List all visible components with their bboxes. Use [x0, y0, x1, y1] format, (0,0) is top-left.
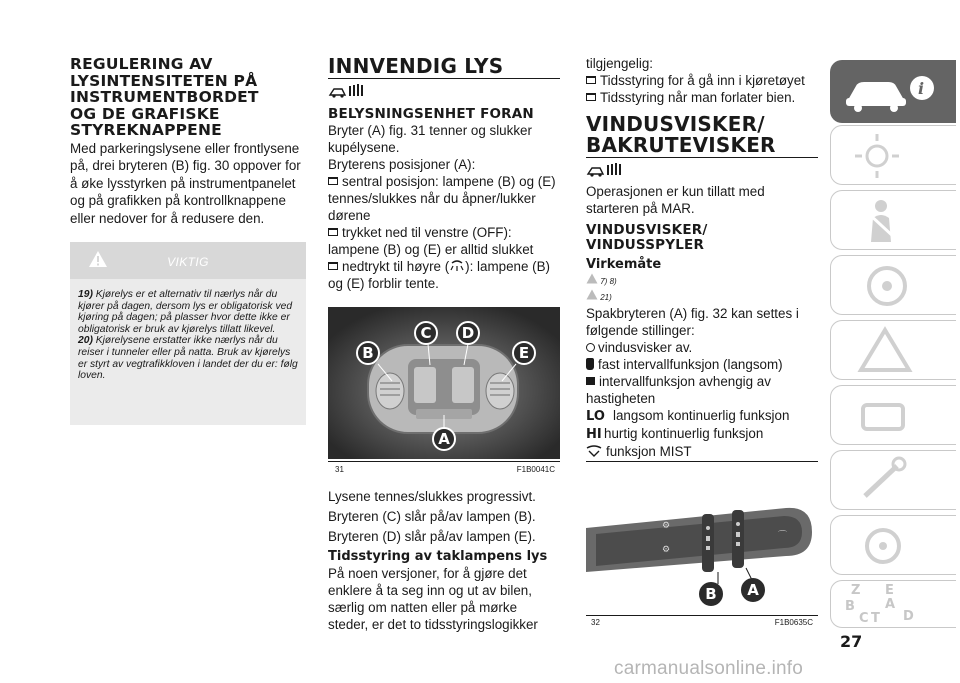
car-info-icon	[842, 70, 942, 114]
paragraph: Operasjonen er kun tillatt med starteren på MAR.	[586, 184, 765, 216]
list-item	[586, 443, 818, 460]
warning-header	[70, 242, 306, 279]
sidebar-tab-safety[interactable]	[830, 190, 956, 250]
warning-number: 20)	[78, 335, 93, 347]
sidebar-tab-maintenance[interactable]	[830, 385, 956, 445]
column-2-lower	[328, 487, 560, 633]
figure-label-c: C	[414, 321, 438, 345]
paragraph: tilgjengelig:	[586, 56, 653, 71]
section-heading-innvendig-lys: INNVENDIG LYS	[328, 56, 560, 79]
sidebar-tab-index[interactable]	[830, 580, 956, 628]
wrench-icon	[853, 391, 913, 441]
figure-divider	[586, 615, 818, 616]
warning-title: VIKTIG	[167, 255, 209, 269]
list-item	[586, 407, 818, 425]
sidebar-tab-driving[interactable]	[830, 255, 956, 315]
figure-label-d: D	[456, 321, 480, 345]
figure-number: 31	[335, 465, 344, 474]
list-item-text: Tidsstyring når man forlater bien.	[600, 90, 796, 105]
sub-heading-tidsstyring: Tidsstyring av taklampens lys	[328, 549, 548, 564]
list-item-text: trykket ned til venstre (OFF): lampene (B) og (E) er alltid slukket	[328, 225, 534, 257]
checkbox-bullet-icon	[586, 76, 596, 84]
list-item	[328, 173, 560, 224]
warning-number: 19)	[78, 289, 93, 300]
figure-label-b: B	[699, 582, 723, 606]
lo-tag: LO	[586, 409, 605, 424]
index-letter: E	[885, 583, 894, 598]
seatbelt-icon	[851, 196, 911, 246]
column-2	[328, 56, 560, 292]
reference-numbers: 21)	[600, 293, 612, 302]
column-1	[70, 56, 306, 227]
svg-text:⚙: ⚙	[662, 545, 671, 555]
figure-32-image	[586, 488, 818, 612]
paragraph-lysintensitet: Med parkeringslysene eller frontlysene på, drei bryteren (B) fig. 30 oppover for å øke lysstyrken på instrumentpanelet og på grafikken på kontrollknappene eller nedover for å redusere den.	[70, 140, 301, 226]
list-item-text: Tidsstyring for å gå inn i kjøretøyet	[600, 73, 805, 88]
watermark-text: carmanualsonline.info	[614, 658, 804, 679]
sidebar-tab-multimedia[interactable]	[830, 515, 956, 575]
reference-numbers: 7) 8)	[600, 277, 617, 286]
steering-wheel-icon	[857, 261, 917, 311]
warning-item-19	[78, 289, 299, 335]
paragraph: Bryter (A) fig. 31 tenner og slukker kupélysene.	[328, 123, 532, 155]
list-item-text: nedtrykt til høyre (	[342, 259, 450, 274]
svg-text:⚙: ⚙	[662, 521, 671, 531]
media-icon	[853, 521, 913, 571]
paragraph: Spakbryteren (A) fig. 32 kan settes i følgende stillinger:	[586, 306, 799, 338]
sidebar-tab-car-info[interactable]	[830, 60, 956, 123]
list-item	[586, 339, 818, 356]
sub-heading-vindusspyler: VINDUSVISKER/ VINDUSSPYLER	[586, 222, 708, 253]
list-item	[586, 356, 818, 373]
door-lamp-icon	[449, 260, 465, 272]
checkbox-bullet-icon	[586, 93, 596, 101]
dashboard-lights-icon	[847, 131, 907, 181]
paragraph: Bryteren (D) slår på/av lampen (E).	[328, 529, 536, 544]
list-item	[328, 224, 560, 258]
figure-code: F1B0635C	[774, 618, 813, 627]
paragraph: På noen versjoner, for å gjøre det enklere å ta seg inn og ut av bilen, særlig om natten eller på mørke steder, er det to tidsstyringslogikker	[328, 566, 538, 632]
figure-divider	[586, 461, 818, 462]
list-item-text: funksjon MIST	[606, 444, 692, 459]
figure-label-a: A	[432, 427, 456, 451]
sub-heading-belysningsenhet: BELYSNINGSENHET FORAN	[328, 106, 534, 122]
list-item	[328, 258, 560, 292]
list-item-text: ): lampene (B) og (E) forblir tente.	[328, 259, 550, 291]
figure-31-caption	[335, 465, 555, 474]
list-item	[586, 373, 818, 407]
warning-triangle-icon	[586, 273, 598, 284]
warning-triangle-icon	[586, 289, 598, 300]
mist-icon	[586, 445, 602, 457]
figure-label-e: E	[512, 341, 536, 365]
checkbox-bullet-icon	[328, 228, 338, 236]
figure-divider	[328, 461, 560, 462]
column-3	[586, 55, 818, 460]
hi-tag: HI	[586, 427, 602, 442]
checkbox-bullet-icon	[328, 262, 338, 270]
reference-row	[586, 289, 818, 305]
checkbox-bullet-icon	[328, 177, 338, 185]
list-item	[586, 425, 818, 443]
warning-text: Kjørelys er et alternativ til nærlys når du kjører på dagen, dersom lys er obligatorisk ved kjøring på dagen; på plasser hvor dette ikke er obligatorisk er bruk av kjørelys tillatt likevel.	[78, 289, 293, 335]
page-number: 27	[840, 632, 863, 651]
list-item-text: langsom kontinuerlig funksjon	[613, 408, 790, 423]
figure-label-a: A	[741, 578, 765, 602]
index-letter: A	[885, 597, 896, 612]
figure-32-caption	[591, 618, 813, 627]
list-item-text: vindusvisker av.	[598, 340, 693, 355]
warning-road-icon	[855, 326, 915, 376]
list-item-text: fast intervallfunksjon (langsom)	[598, 357, 783, 372]
warning-text: Kjørelysene erstatter ikke nærlys når du reiser i tunneler eller på natta. Bruk av kjørelys er styrt av vegtrafikkloven i landet der du er: følg loven.	[78, 335, 298, 382]
list-item-text: hurtig kontinuerlig funksjon	[604, 426, 764, 441]
section-heading-vindusvisker: VINDUSVISKER/ BAKRUTEVISKER	[586, 114, 818, 158]
list-item	[586, 89, 818, 106]
index-letters-icon	[845, 583, 925, 627]
figure-code: F1B0041C	[516, 465, 555, 474]
figure-31-image	[328, 307, 560, 459]
paragraph: Bryterens posisjoner (A):	[328, 157, 476, 172]
car-variant-icon	[328, 83, 368, 99]
off-position-icon	[586, 343, 595, 352]
index-letter: T	[871, 611, 880, 626]
list-item	[586, 72, 818, 89]
reference-row	[586, 273, 818, 289]
index-letter: D	[903, 609, 914, 624]
index-letter: C	[859, 611, 869, 626]
svg-text:i: i	[918, 79, 925, 98]
list-item-text: intervallfunksjon avhengig av hastigheten	[586, 374, 771, 406]
sidebar-tab-specs[interactable]	[830, 450, 956, 510]
tools-icon	[853, 456, 913, 506]
warning-body	[70, 279, 306, 425]
figure-number: 32	[591, 618, 600, 627]
warning-item-20	[78, 335, 299, 381]
speed-interval-icon	[586, 377, 595, 385]
paragraph: Lysene tennes/slukkes progressivt.	[328, 489, 536, 504]
index-letter: B	[845, 599, 855, 614]
figure-label-b: B	[356, 341, 380, 365]
section-heading-lysintensitet: REGULERING AV LYSINTENSITETEN PÅ INSTRUMENTBORDET OG DE GRAFISKE STYREKNAPPENE	[70, 55, 259, 139]
sidebar-tab-emergency[interactable]	[830, 320, 956, 380]
svg-text:⌒: ⌒	[778, 531, 788, 541]
fixed-interval-icon	[586, 358, 594, 370]
list-item-text: sentral posisjon: lampene (B) og (E) tennes/slukkes når du åpner/lukker dørene	[328, 174, 556, 223]
index-letter: Z	[851, 583, 861, 598]
sidebar-tab-lights[interactable]	[830, 125, 956, 185]
sub-heading-virkemate: Virkemåte	[586, 257, 662, 272]
car-variant-icon	[586, 162, 626, 178]
paragraph: Bryteren (C) slår på/av lampen (B).	[328, 509, 536, 524]
